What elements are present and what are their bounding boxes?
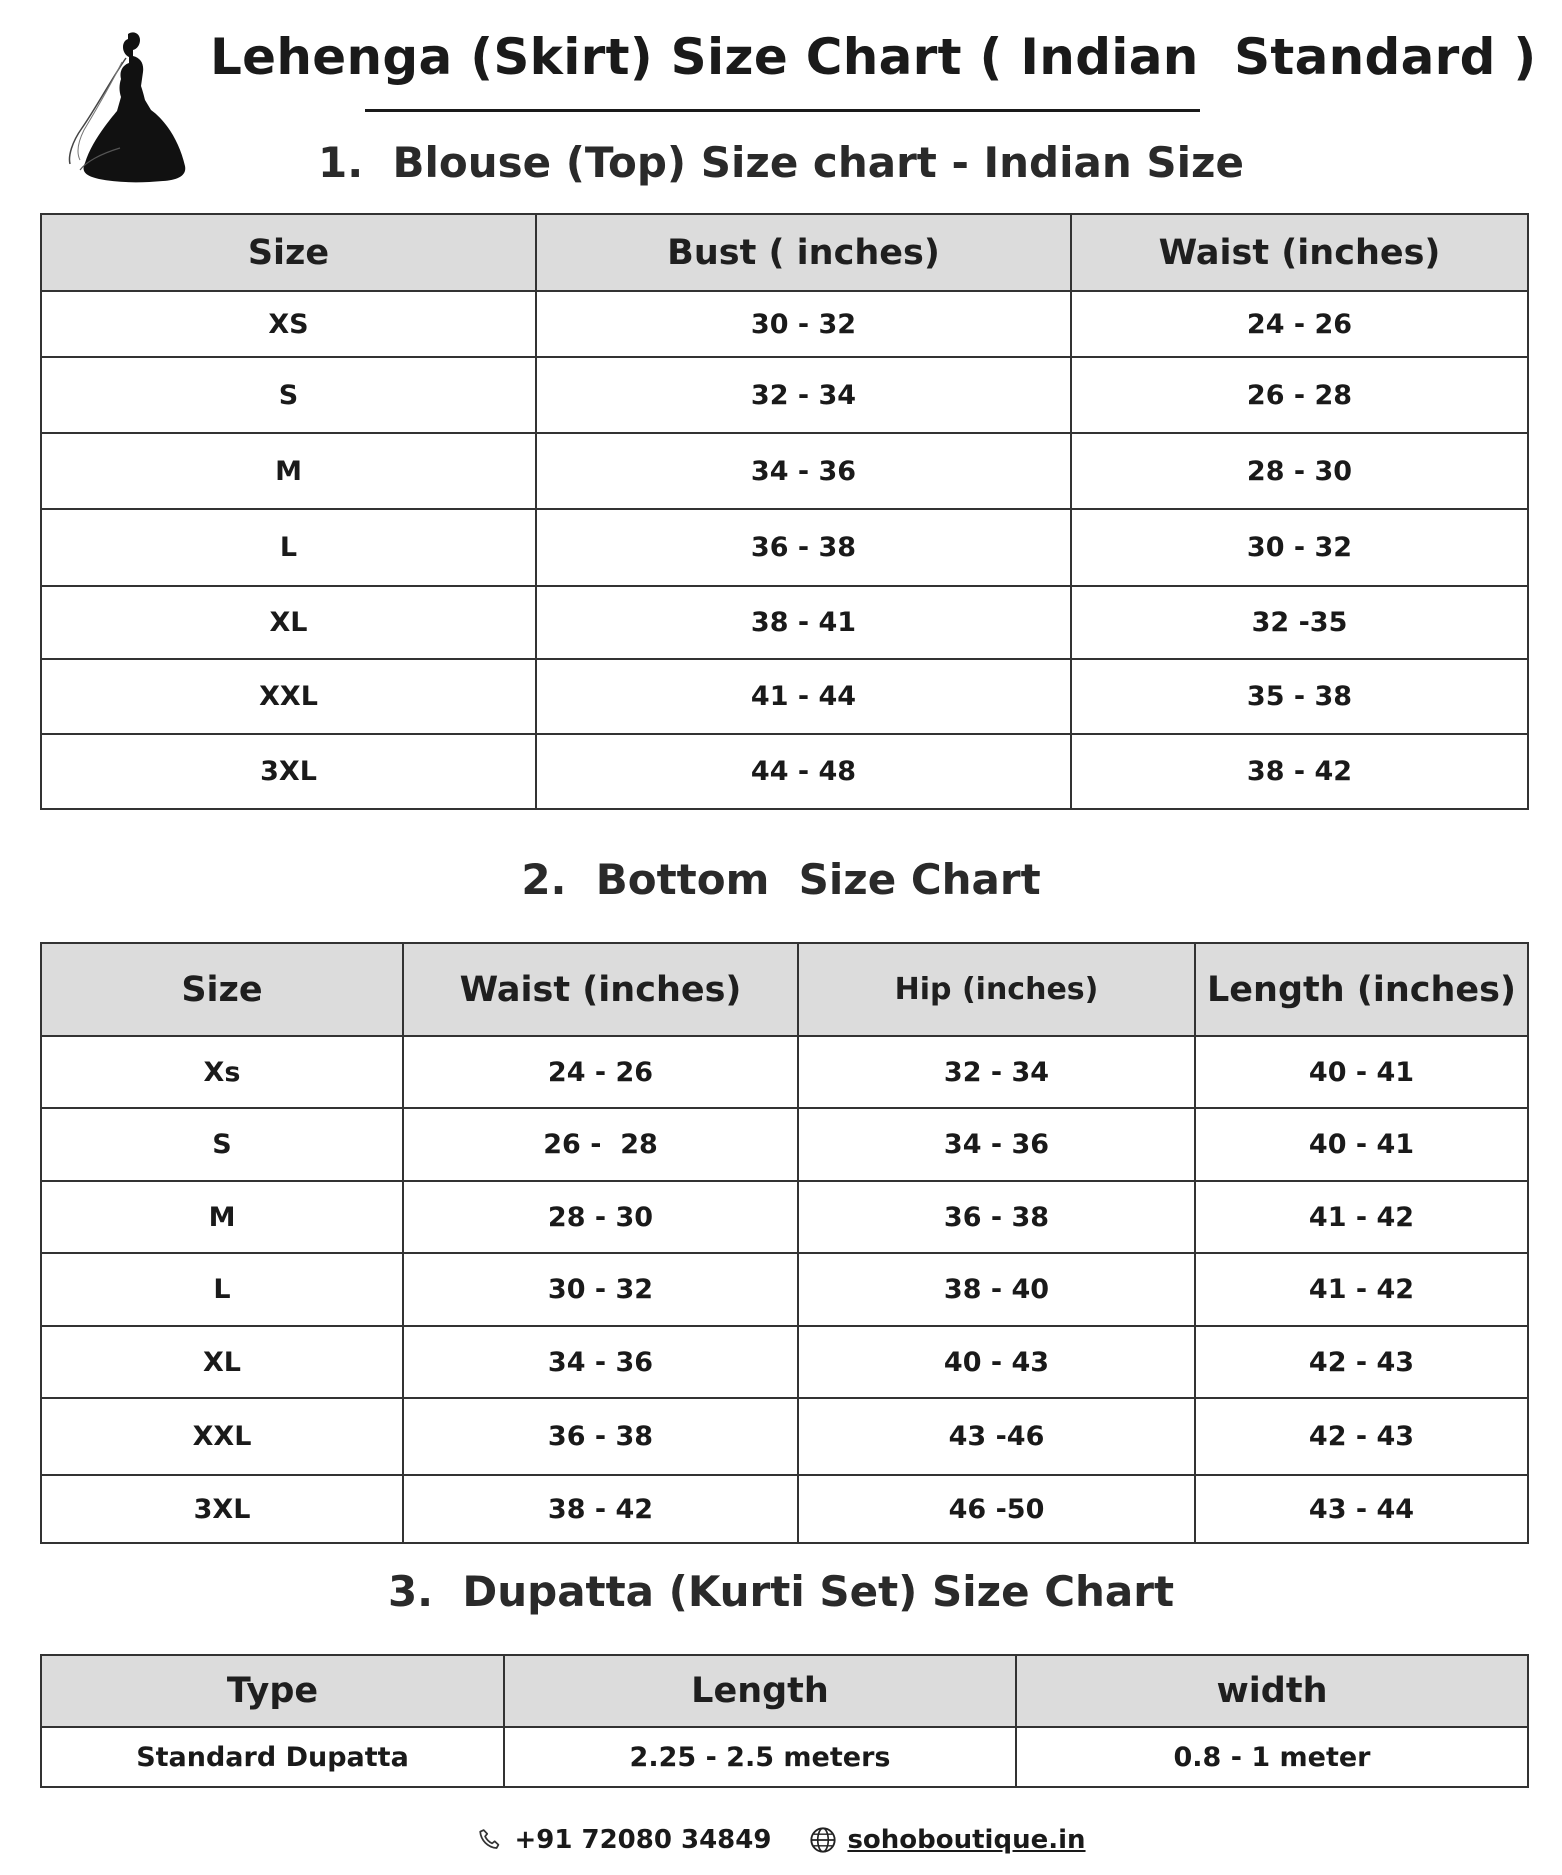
hip-cell: 34 - 36 [798,1108,1195,1181]
length-cell: 41 - 42 [1195,1253,1528,1326]
size-cell: 3XL [41,734,536,809]
column-header: Size [41,214,536,291]
waist-cell: 28 - 30 [403,1181,798,1253]
waist-cell: 24 - 26 [403,1036,798,1108]
table-row [41,291,1528,357]
size-cell: S [41,357,536,433]
page-title: Lehenga (Skirt) Size Chart ( Indian Standard ) [210,28,1537,86]
column-header: Type [41,1655,504,1727]
length-cell: 2.25 - 2.5 meters [504,1727,1016,1787]
column-header: Waist (inches) [403,943,798,1036]
column-header: Length (inches) [1195,943,1528,1036]
bottom-section-heading: 2. Bottom Size Chart [521,855,1041,904]
table-row [41,509,1528,586]
column-header: Waist (inches) [1071,214,1528,291]
size-cell: XS [41,291,536,357]
size-cell: XXL [41,1398,403,1475]
size-cell: Xs [41,1036,403,1108]
table-header-row [41,943,1528,1036]
size-cell: 3XL [41,1475,403,1543]
blouse-size-table [40,213,1529,810]
length-cell: 40 - 41 [1195,1108,1528,1181]
column-header: Bust ( inches) [536,214,1071,291]
size-cell: S [41,1108,403,1181]
table-row [41,1398,1528,1475]
blouse-section-heading: 1. Blouse (Top) Size chart - Indian Size [318,138,1244,187]
hip-cell: 46 -50 [798,1475,1195,1543]
table-row [41,586,1528,659]
column-header: Hip (inches) [798,943,1195,1036]
length-cell: 42 - 43 [1195,1398,1528,1475]
globe-icon [809,1826,837,1854]
hip-cell: 38 - 40 [798,1253,1195,1326]
bust-cell: 30 - 32 [536,291,1071,357]
dupatta-section-heading: 3. Dupatta (Kurti Set) Size Chart [387,1567,1175,1616]
waist-cell: 38 - 42 [1071,734,1528,809]
website-contact[interactable] [809,1825,1085,1855]
waist-cell: 24 - 26 [1071,291,1528,357]
size-cell: M [41,1181,403,1253]
waist-cell: 36 - 38 [403,1398,798,1475]
table-row [41,1181,1528,1253]
length-cell: 43 - 44 [1195,1475,1528,1543]
bust-cell: 32 - 34 [536,357,1071,433]
bust-cell: 41 - 44 [536,659,1071,734]
column-header: width [1016,1655,1528,1727]
width-cell: 0.8 - 1 meter [1016,1727,1528,1787]
table-row [41,1108,1528,1181]
table-row [41,357,1528,433]
hip-cell: 43 -46 [798,1398,1195,1475]
column-header: Size [41,943,403,1036]
waist-cell: 26 - 28 [403,1108,798,1181]
bust-cell: 38 - 41 [536,586,1071,659]
length-cell: 40 - 41 [1195,1036,1528,1108]
table-row [41,1253,1528,1326]
bust-cell: 36 - 38 [536,509,1071,586]
length-cell: 41 - 42 [1195,1181,1528,1253]
table-row [41,433,1528,509]
table-row [41,1727,1528,1787]
waist-cell: 35 - 38 [1071,659,1528,734]
waist-cell: 28 - 30 [1071,433,1528,509]
waist-cell: 30 - 32 [1071,509,1528,586]
hip-cell: 36 - 38 [798,1181,1195,1253]
type-cell: Standard Dupatta [41,1727,504,1787]
website-link[interactable]: sohoboutique.in [847,1825,1086,1855]
size-cell: M [41,433,536,509]
table-header-row [41,214,1528,291]
table-row [41,734,1528,809]
contact-footer [0,1820,1562,1860]
hip-cell: 40 - 43 [798,1326,1195,1398]
bust-cell: 44 - 48 [536,734,1071,809]
hip-cell: 32 - 34 [798,1036,1195,1108]
table-row [41,1326,1528,1398]
table-row [41,1036,1528,1108]
size-cell: XL [41,1326,403,1398]
waist-cell: 30 - 32 [403,1253,798,1326]
waist-cell: 38 - 42 [403,1475,798,1543]
waist-cell: 32 -35 [1071,586,1528,659]
table-header-row [41,1655,1528,1727]
size-cell: XL [41,586,536,659]
title-underline [365,109,1200,112]
phone-icon [476,1826,504,1854]
waist-cell: 34 - 36 [403,1326,798,1398]
bottom-size-table [40,942,1529,1544]
size-cell: XXL [41,659,536,734]
length-cell: 42 - 43 [1195,1326,1528,1398]
size-cell: L [41,509,536,586]
bust-cell: 34 - 36 [536,433,1071,509]
phone-number: +91 72080 34849 [514,1825,772,1855]
table-row [41,1475,1528,1543]
column-header: Length [504,1655,1016,1727]
waist-cell: 26 - 28 [1071,357,1528,433]
size-cell: L [41,1253,403,1326]
dupatta-size-table [40,1654,1529,1788]
table-row [41,659,1528,734]
phone-contact[interactable] [476,1825,771,1855]
